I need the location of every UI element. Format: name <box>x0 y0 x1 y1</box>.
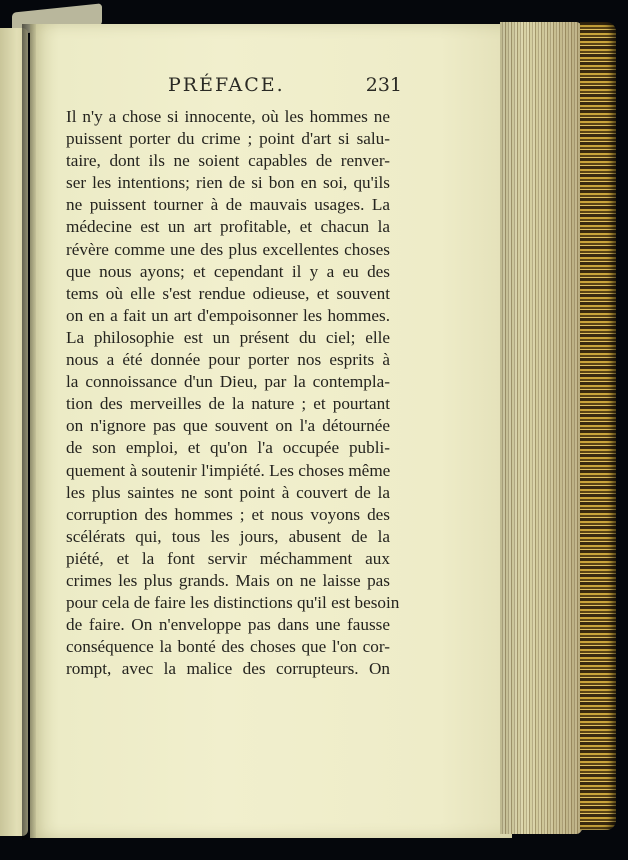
text-line: on en a fait un art d'empoisonner les hommes. <box>66 305 390 325</box>
text-line: la connoissance d'un Dieu, par la contempla- <box>66 372 390 392</box>
fore-edge-shading <box>500 22 582 834</box>
text-line: révère comme une des plus excellentes choses <box>66 239 390 259</box>
text-line: médecine est un art profitable, et chacun la <box>66 217 390 237</box>
text-line: les plus saintes ne sont point à couvert de la <box>66 482 390 502</box>
text-line: scélérats qui, tous les jours, abusent de la <box>66 526 390 546</box>
text-line: nous a été donnée pour porter nos esprits à <box>66 350 390 370</box>
text-line: ser les intentions; rien de si bon en soi, qu'ils <box>66 173 390 193</box>
text-line: ne puissent tourner à de mauvais usages. La <box>66 195 390 215</box>
text-line: puissent porter du crime ; point d'art si salu- <box>66 129 390 149</box>
text-line: conséquence la bonté des choses que l'on cor- <box>66 637 390 657</box>
text-line: rompt, avec la malice des corrupteurs. On <box>66 659 390 679</box>
text-line: crimes les plus grands. Mais on ne laisse pas <box>66 570 390 590</box>
text-line: on n'ignore pas que souvent on l'a détournée <box>66 416 390 436</box>
running-title: PRÉFACE. <box>168 74 285 96</box>
text-line: de son emploi, et qu'on l'a occupée publi- <box>66 438 390 458</box>
text-line: La philosophie est un présent du ciel; elle <box>66 327 390 347</box>
page-header <box>66 74 402 104</box>
text-line: corruption des hommes ; et nous voyons des <box>66 504 390 524</box>
gilt-binding-edge <box>580 22 616 830</box>
text-line: tion des merveilles de la nature ; et pourtant <box>66 394 390 414</box>
text-line: quement à soutenir l'impiété. Les choses même <box>66 460 391 480</box>
text-line: tems où elle s'est rendue odieuse, et souvent <box>66 283 390 303</box>
page-gutter-shadow <box>22 24 36 840</box>
text-line: Il n'y a chose si innocente, où les hommes ne <box>66 107 390 126</box>
text-line: taire, dont ils ne soient capables de renver- <box>66 151 390 171</box>
text-line: de faire. On n'enveloppe pas dans une fausse <box>66 615 390 635</box>
body-text <box>66 106 400 680</box>
text-line: pour cela de faire les distinctions qu'il est besoin <box>66 593 400 613</box>
page-number: 231 <box>365 74 402 96</box>
text-line: piété, et la font servir méchamment aux <box>66 548 390 568</box>
text-line: que nous ayons; et cependant il y a eu des <box>66 261 390 281</box>
